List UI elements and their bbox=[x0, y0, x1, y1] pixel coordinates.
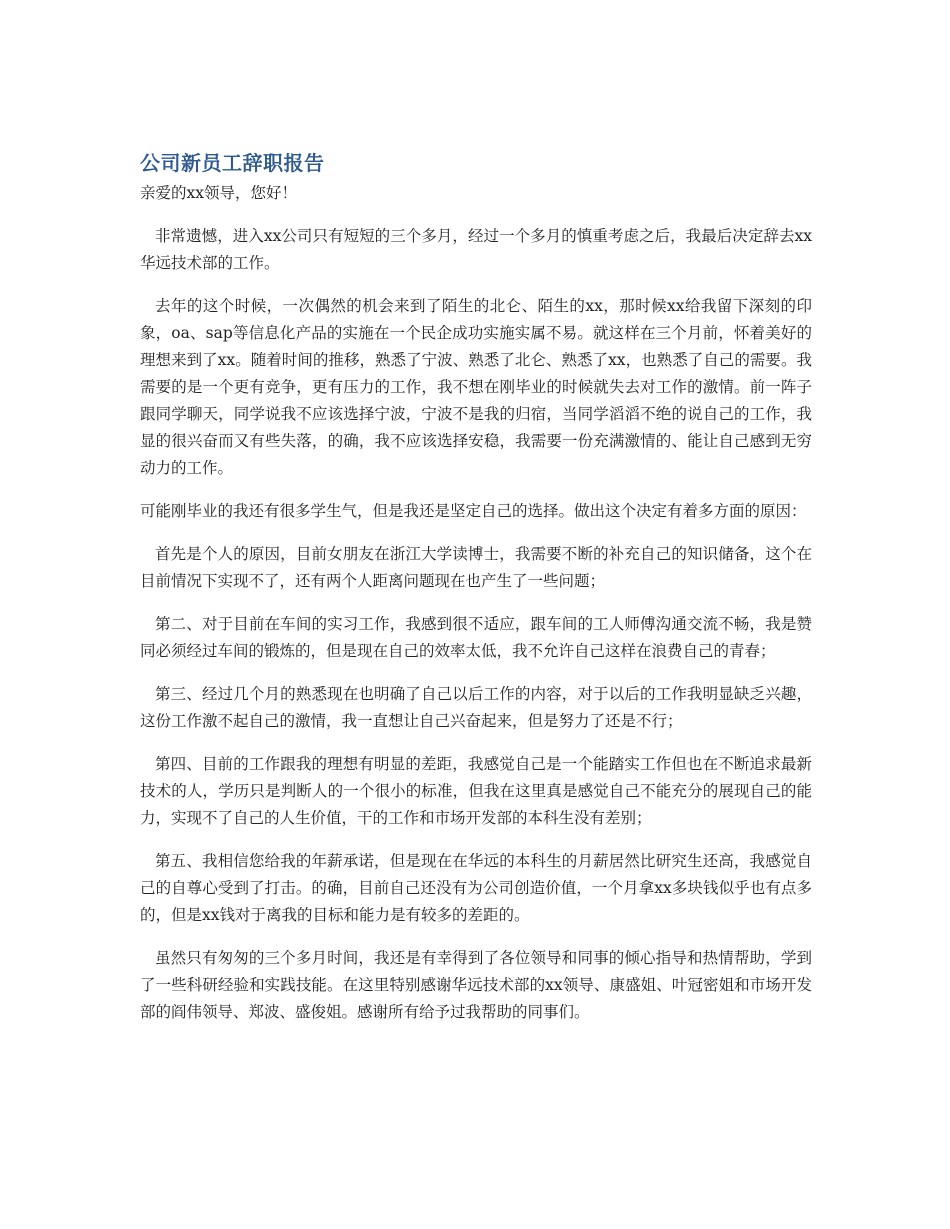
paragraph-2: 去年的这个时候，一次偶然的机会来到了陌生的北仑、陌生的xx，那时候xx给我留下深刻的印象，oa、sap等信息化产品的实施在一个民企成功实施实属不易。就这样在三个月前，怀着美好的理想来到了xx。随着时间的推移，熟悉了宁波、熟悉了北仑、熟悉了xx，也熟悉了自己的需要。我需要的是一个更有竞争，更有压力的工作，我不想在刚毕业的时候就失去对工作的激情。前一阵子跟同学聊天，同学说我不应该选择宁波，宁波不是我的归宿，当同学滔滔不绝的说自己的工作，我显的很兴奋而又有些失落，的确，我不应该选择安稳，我需要一份充满激情的、能让自己感到无穷动力的工作。 bbox=[140, 297, 812, 477]
paragraph-4: 首先是个人的原因，目前女朋友在浙江大学读博士，我需要不断的补充自己的知识储备，这个在目前情况下实现不了，还有两个人距离问题现在也产生了一些问题； bbox=[140, 545, 812, 590]
paragraph-6: 第三、经过几个月的熟悉现在也明确了自己以后工作的内容，对于以后的工作我明显缺乏兴趣，这份工作激不起自己的激情，我一直想让自己兴奋起来，但是努力了还是不行； bbox=[140, 685, 812, 730]
paragraph-8: 第五、我相信您给我的年薪承诺，但是现在在华远的本科生的月薪居然比研究生还高，我感觉自己的自尊心受到了打击。的确，目前自己还没有为公司创造价值，一个月拿xx多块钱似乎也有点多的，但是xx钱对于离我的目标和能力是有较多的差距的。 bbox=[140, 852, 812, 924]
document-title: 公司新员工辞职报告 bbox=[140, 151, 325, 175]
document-page bbox=[140, 148, 812, 1026]
paragraph-7: 第四、目前的工作跟我的理想有明显的差距，我感觉自己是一个能踏实工作但也在不断追求最新技术的人，学历只是判断人的一个很小的标准，但我在这里真是感觉自己不能充分的展现自己的能力，实现不了自己的人生价值，干的工作和市场开发部的本科生没有差别； bbox=[140, 755, 812, 827]
paragraph-9: 虽然只有匆匆的三个多月时间，我还是有幸得到了各位领导和同事的倾心指导和热情帮助，学到了一些科研经验和实践技能。在这里特别感谢华远技术部的xx领导、康盛姐、叶冠密姐和市场开发部的阎伟领导、郑波、盛俊姐。感谢所有给予过我帮助的同事们。 bbox=[140, 949, 812, 1021]
greeting-line: 亲爱的xx领导，您好！ bbox=[140, 184, 297, 202]
paragraph-5: 第二、对于目前在车间的实习工作，我感到很不适应，跟车间的工人师傅沟通交流不畅，我是赞同必须经过车间的锻炼的，但是现在自己的效率太低，我不允许自己这样在浪费自己的青春； bbox=[140, 615, 812, 660]
paragraph-1: 非常遗憾，进入xx公司只有短短的三个多月，经过一个多月的慎重考虑之后，我最后决定辞去xx华远技术部的工作。 bbox=[140, 227, 812, 272]
paragraph-3: 可能刚毕业的我还有很多学生气，但是我还是坚定自己的选择。做出这个决定有着多方面的原因： bbox=[140, 502, 807, 520]
